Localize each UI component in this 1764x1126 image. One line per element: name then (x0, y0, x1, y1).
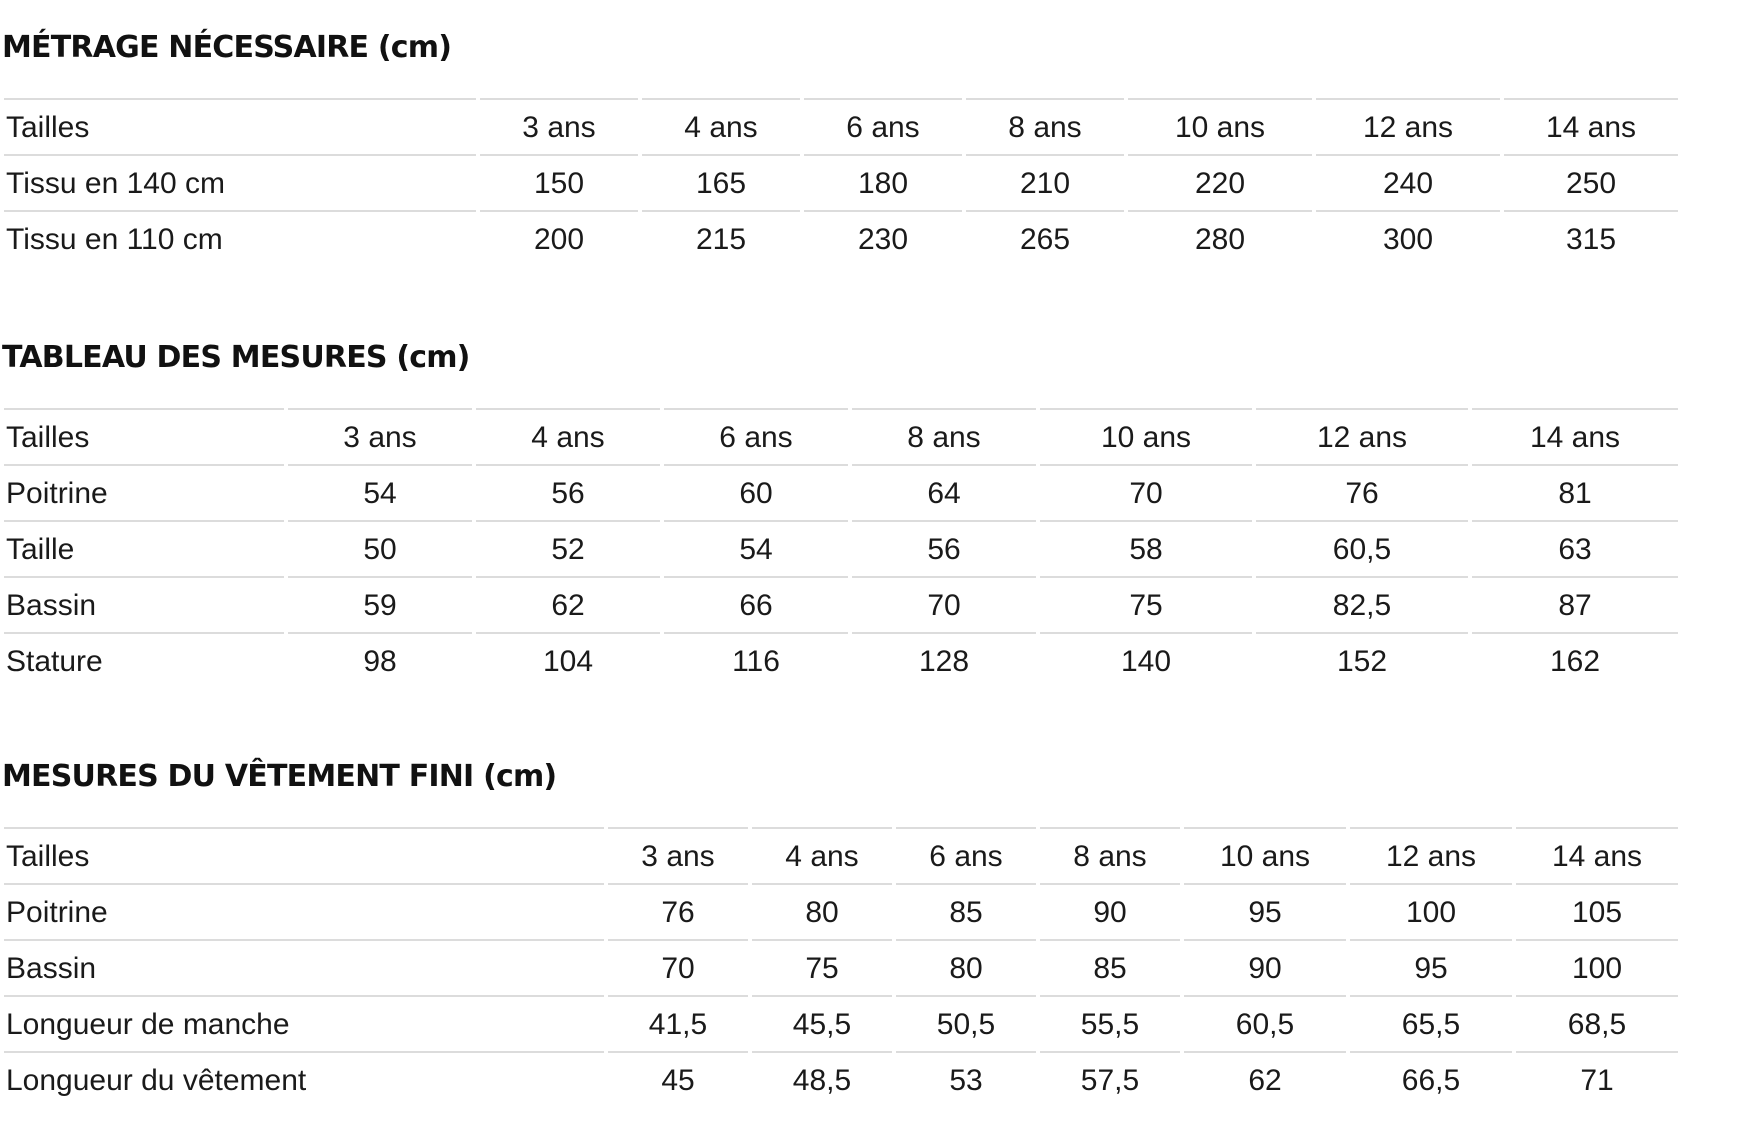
column-header: 14 ans (1472, 408, 1678, 464)
column-header: 8 ans (852, 408, 1036, 464)
table-header-row (4, 98, 1678, 154)
table-cell: 58 (1040, 520, 1252, 576)
table-cell: 140 (1040, 632, 1252, 688)
column-header: 12 ans (1316, 98, 1500, 154)
table-cell: 81 (1472, 464, 1678, 520)
row-label: Poitrine (4, 883, 604, 939)
finished-garment-section (2, 757, 1682, 1107)
table-cell: 90 (1184, 939, 1346, 995)
column-header: 14 ans (1516, 827, 1678, 883)
table-cell: 220 (1128, 154, 1312, 210)
table-cell: 98 (288, 632, 472, 688)
table-cell: 76 (608, 883, 748, 939)
table-cell: 230 (804, 210, 962, 266)
body-measurements-title: TABLEAU DES MESURES (cm) (2, 340, 470, 375)
table-cell: 180 (804, 154, 962, 210)
table-cell: 56 (852, 520, 1036, 576)
finished-garment-table (0, 827, 1682, 1107)
table-cell: 53 (896, 1051, 1036, 1107)
column-header: 10 ans (1184, 827, 1346, 883)
column-header: 3 ans (480, 98, 638, 154)
table-cell: 66 (664, 576, 848, 632)
table-cell: 100 (1516, 939, 1678, 995)
column-header: Tailles (4, 827, 604, 883)
column-header: 10 ans (1128, 98, 1312, 154)
table-cell: 60,5 (1256, 520, 1468, 576)
table-cell: 87 (1472, 576, 1678, 632)
column-header: 6 ans (664, 408, 848, 464)
table-row (4, 464, 1678, 520)
column-header: 14 ans (1504, 98, 1678, 154)
table-cell: 75 (1040, 576, 1252, 632)
fabric-requirements-table (0, 98, 1682, 266)
table-cell: 210 (966, 154, 1124, 210)
row-label: Bassin (4, 576, 284, 632)
table-cell: 52 (476, 520, 660, 576)
table-cell: 116 (664, 632, 848, 688)
table-cell: 70 (608, 939, 748, 995)
table-cell: 54 (288, 464, 472, 520)
fabric-requirements-section (2, 28, 1682, 266)
table-cell: 240 (1316, 154, 1500, 210)
column-header: 4 ans (752, 827, 892, 883)
body-measurements-section (2, 338, 1682, 688)
column-header: 4 ans (642, 98, 800, 154)
table-cell: 80 (896, 939, 1036, 995)
row-label: Longueur du vêtement (4, 1051, 604, 1107)
column-header: 8 ans (966, 98, 1124, 154)
table-cell: 152 (1256, 632, 1468, 688)
row-label: Stature (4, 632, 284, 688)
table-row (4, 520, 1678, 576)
finished-garment-title: MESURES DU VÊTEMENT FINI (cm) (2, 759, 557, 794)
table-cell: 105 (1516, 883, 1678, 939)
column-header: Tailles (4, 98, 476, 154)
table-row (4, 1051, 1678, 1107)
table-cell: 50 (288, 520, 472, 576)
column-header: 3 ans (608, 827, 748, 883)
table-cell: 65,5 (1350, 995, 1512, 1051)
table-cell: 76 (1256, 464, 1468, 520)
table-row (4, 632, 1678, 688)
table-cell: 75 (752, 939, 892, 995)
table-row (4, 154, 1678, 210)
table-cell: 45,5 (752, 995, 892, 1051)
table-cell: 104 (476, 632, 660, 688)
column-header: 6 ans (896, 827, 1036, 883)
table-cell: 50,5 (896, 995, 1036, 1051)
body-measurements-table (0, 408, 1682, 688)
table-cell: 95 (1184, 883, 1346, 939)
table-cell: 54 (664, 520, 848, 576)
column-header: 3 ans (288, 408, 472, 464)
table-cell: 95 (1350, 939, 1512, 995)
row-label: Poitrine (4, 464, 284, 520)
table-cell: 80 (752, 883, 892, 939)
table-cell: 85 (896, 883, 1036, 939)
table-cell: 41,5 (608, 995, 748, 1051)
table-cell: 62 (1184, 1051, 1346, 1107)
column-header: 12 ans (1350, 827, 1512, 883)
table-cell: 59 (288, 576, 472, 632)
table-cell: 62 (476, 576, 660, 632)
table-cell: 265 (966, 210, 1124, 266)
table-cell: 57,5 (1040, 1051, 1180, 1107)
table-cell: 90 (1040, 883, 1180, 939)
table-cell: 64 (852, 464, 1036, 520)
table-cell: 165 (642, 154, 800, 210)
table-cell: 162 (1472, 632, 1678, 688)
column-header: Tailles (4, 408, 284, 464)
table-row (4, 939, 1678, 995)
table-cell: 63 (1472, 520, 1678, 576)
table-cell: 70 (1040, 464, 1252, 520)
table-cell: 215 (642, 210, 800, 266)
table-row (4, 576, 1678, 632)
row-label: Tissu en 140 cm (4, 154, 476, 210)
row-label: Taille (4, 520, 284, 576)
row-label: Longueur de manche (4, 995, 604, 1051)
table-cell: 150 (480, 154, 638, 210)
table-row (4, 995, 1678, 1051)
table-cell: 85 (1040, 939, 1180, 995)
row-label: Tissu en 110 cm (4, 210, 476, 266)
table-cell: 128 (852, 632, 1036, 688)
table-header-row (4, 827, 1678, 883)
table-cell: 60,5 (1184, 995, 1346, 1051)
table-cell: 71 (1516, 1051, 1678, 1107)
table-cell: 70 (852, 576, 1036, 632)
table-cell: 60 (664, 464, 848, 520)
column-header: 8 ans (1040, 827, 1180, 883)
fabric-requirements-title: MÉTRAGE NÉCESSAIRE (cm) (2, 30, 452, 65)
table-row (4, 210, 1678, 266)
table-cell: 68,5 (1516, 995, 1678, 1051)
table-cell: 250 (1504, 154, 1678, 210)
column-header: 6 ans (804, 98, 962, 154)
table-cell: 55,5 (1040, 995, 1180, 1051)
table-cell: 280 (1128, 210, 1312, 266)
column-header: 10 ans (1040, 408, 1252, 464)
table-cell: 45 (608, 1051, 748, 1107)
table-cell: 48,5 (752, 1051, 892, 1107)
table-cell: 315 (1504, 210, 1678, 266)
column-header: 12 ans (1256, 408, 1468, 464)
table-cell: 300 (1316, 210, 1500, 266)
table-header-row (4, 408, 1678, 464)
table-cell: 200 (480, 210, 638, 266)
table-cell: 82,5 (1256, 576, 1468, 632)
table-cell: 66,5 (1350, 1051, 1512, 1107)
column-header: 4 ans (476, 408, 660, 464)
row-label: Bassin (4, 939, 604, 995)
table-row (4, 883, 1678, 939)
table-cell: 100 (1350, 883, 1512, 939)
table-cell: 56 (476, 464, 660, 520)
